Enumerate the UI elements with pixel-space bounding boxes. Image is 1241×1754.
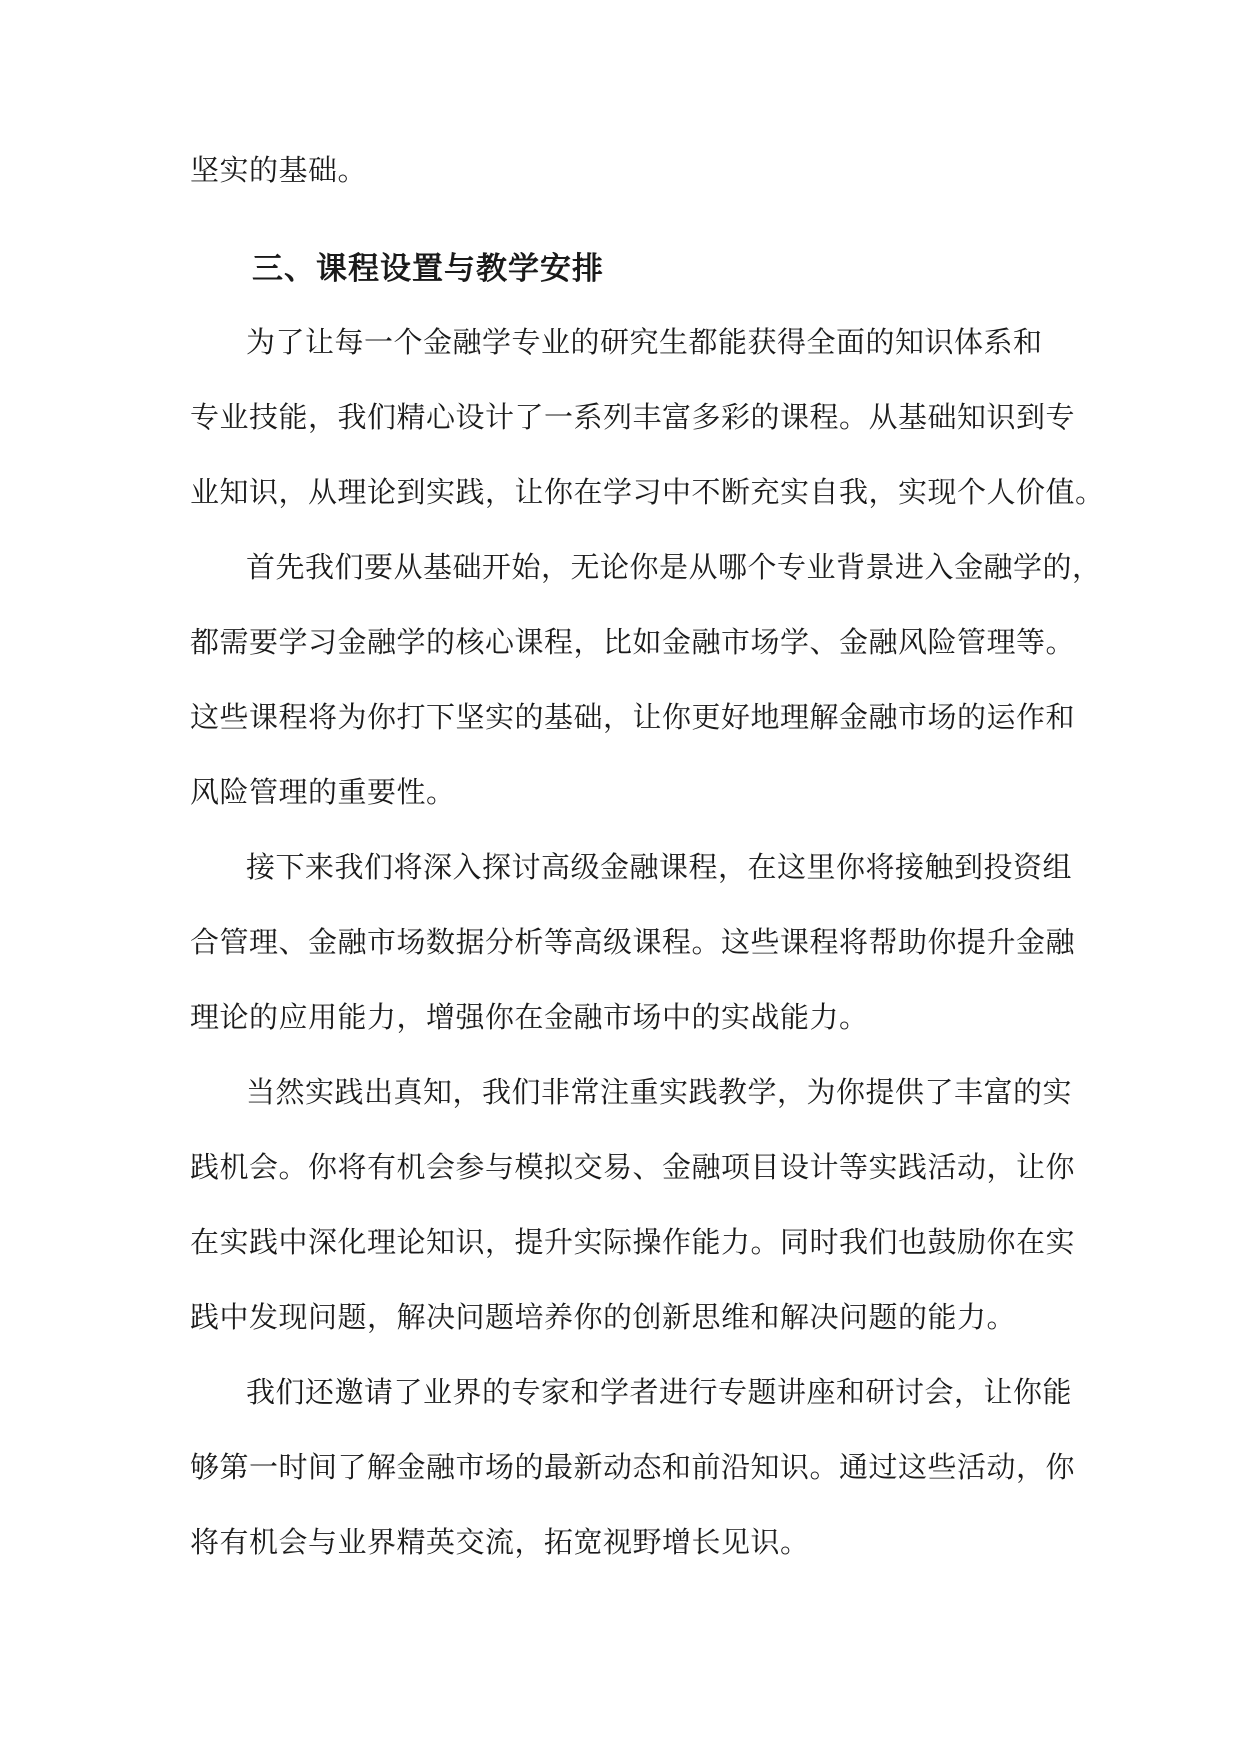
text-line: 践机会。你将有机会参与模拟交易、金融项目设计等实践活动，让你 [190,1150,1076,1184]
text-line: 坚实的基础。 [190,153,368,187]
text-line: 都需要学习金融学的核心课程，比如金融市场学、金融风险管理等。 [190,625,1076,659]
text-line: 专业技能，我们精心设计了一系列丰富多彩的课程。从基础知识到专 [190,400,1076,434]
text-line: 业知识，从理论到实践，让你在学习中不断充实自我，实现个人价值。 [190,475,1105,509]
paragraph-first-line: 我们还邀请了业界的专家和学者进行专题讲座和研讨会，让你能 [246,1375,1073,1409]
paragraph-first-line: 当然实践出真知，我们非常注重实践教学，为你提供了丰富的实 [246,1075,1073,1109]
text-line: 理论的应用能力，增强你在金融市场中的实战能力。 [190,1000,869,1034]
text-line: 风险管理的重要性。 [190,775,456,809]
text-line: 这些课程将为你打下坚实的基础，让你更好地理解金融市场的运作和 [190,700,1076,734]
text-line: 在实践中深化理论知识，提升实际操作能力。同时我们也鼓励你在实 [190,1225,1076,1259]
text-line: 践中发现问题，解决问题培养你的创新思维和解决问题的能力。 [190,1300,1017,1334]
text-line: 将有机会与业界精英交流，拓宽视野增长见识。 [190,1525,810,1559]
paragraph-first-line: 接下来我们将深入探讨高级金融课程，在这里你将接触到投资组 [246,850,1073,884]
section-heading: 三、课程设置与教学安排 [252,251,604,287]
paragraph-first-line: 为了让每一个金融学专业的研究生都能获得全面的知识体系和 [246,325,1043,359]
paragraph-first-line: 首先我们要从基础开始，无论你是从哪个专业背景进入金融学的， [246,550,1102,584]
text-line: 合管理、金融市场数据分析等高级课程。这些课程将帮助你提升金融 [190,925,1076,959]
text-line: 够第一时间了解金融市场的最新动态和前沿知识。通过这些活动，你 [190,1450,1076,1484]
